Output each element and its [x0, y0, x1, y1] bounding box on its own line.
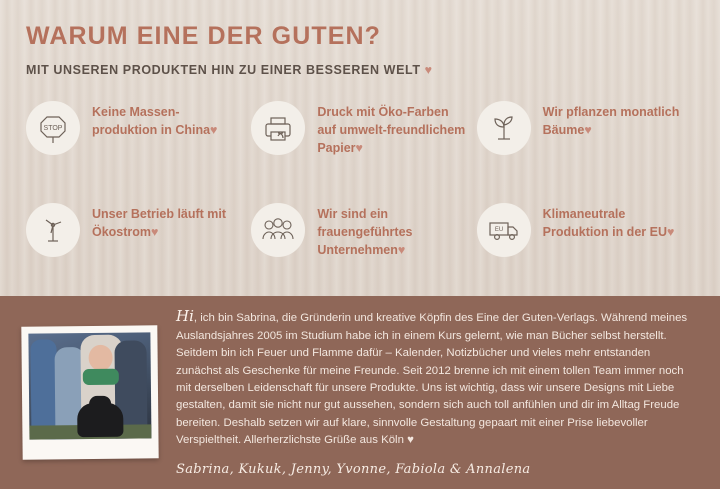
- about-greeting: Hi: [176, 307, 194, 326]
- about-section: [0, 296, 720, 489]
- about-paragraph: [176, 305, 690, 449]
- feature-label: [543, 201, 694, 241]
- heart-icon: ♥: [355, 141, 363, 156]
- plant-sprout-icon: [477, 101, 531, 155]
- heart-icon: ♥: [151, 225, 159, 240]
- feature-grid: [26, 99, 694, 297]
- wind-turbine-icon: [26, 203, 80, 257]
- heart-icon: ♥: [424, 63, 433, 77]
- feature-item: [477, 201, 694, 297]
- feature-item: [251, 99, 468, 195]
- stop-sign-icon: [26, 101, 80, 155]
- page-subtitle-text: MIT UNSEREN PRODUKTEN HIN ZU EINER BESSEREN WELT: [26, 63, 421, 77]
- feature-text: Klimaneutrale Produktion in der EU: [542, 207, 667, 240]
- feature-label: [317, 201, 468, 259]
- feature-text: Wir sind ein frauengeführtes Unternehmen: [317, 207, 413, 258]
- team-photo-polaroid: [21, 325, 158, 459]
- svg-text:EU: EU: [494, 227, 503, 233]
- feature-label: [92, 201, 243, 241]
- eu-truck-icon: [477, 203, 531, 257]
- page-subtitle: [26, 63, 694, 77]
- feature-label: [543, 99, 694, 139]
- svg-text:STOP: STOP: [43, 125, 63, 132]
- heart-icon: ♥: [666, 225, 675, 240]
- feature-text: Druck mit Öko-Farben auf umwelt-freundlichem Papier: [317, 105, 466, 156]
- about-text-block: [176, 305, 698, 480]
- heart-icon: ♥: [210, 123, 218, 138]
- team-photo: [28, 332, 151, 439]
- feature-item: [251, 201, 468, 297]
- feature-item: [26, 201, 243, 297]
- three-women-icon: [251, 203, 305, 257]
- feature-item: [477, 99, 694, 195]
- about-body: , ich bin Sabrina, die Gründerin und kreative Köpfin des Eine der Guten-Verlags. Während meines Auslandsjahres 2005 im Studium habe ich in einem Kurs gelernt, wie man Bücher selbst herstellt. Seitdem bin ich Feuer und Flamme dafür – Kalender, Notizbücher und vieles mehr entstanden zunächst als Geschenke für meine Freunde. Seit 2012 brenne ich mit einem tollen Team immer noch mit derselben Leidenschaft für unsere Produkte. Uns ist wichtig, dass wir unsere Designs mit Liebe gestalten, damit sie nicht nur gut aussehen, sondern sich auch toll anfühlen und dir im Alltag Freude bereiten. Deshalb setzen wir auf klare, sinnvolle Gestaltung gepaart mit einer Prise liebevoller Verspieltheit. Allerherzlichste Grüße aus Köln ♥: [176, 312, 688, 446]
- signature: Sabrina, Kukuk, Jenny, Yvonne, Fabiola & Annalena: [176, 462, 531, 478]
- feature-item: [26, 99, 243, 195]
- feature-text: Keine Massen-produktion in China: [92, 105, 211, 138]
- page-title: WARUM EINE DER GUTEN?: [26, 22, 382, 50]
- feature-label: [92, 99, 243, 139]
- feature-label: [317, 99, 468, 157]
- heart-icon: ♥: [584, 123, 592, 138]
- printer-leaf-icon: [251, 101, 305, 155]
- feature-text: Unser Betrieb läuft mit Ökostrom: [92, 207, 227, 240]
- feature-text: Wir pflanzen monatlich Bäume: [542, 105, 680, 138]
- heart-icon: ♥: [397, 243, 406, 258]
